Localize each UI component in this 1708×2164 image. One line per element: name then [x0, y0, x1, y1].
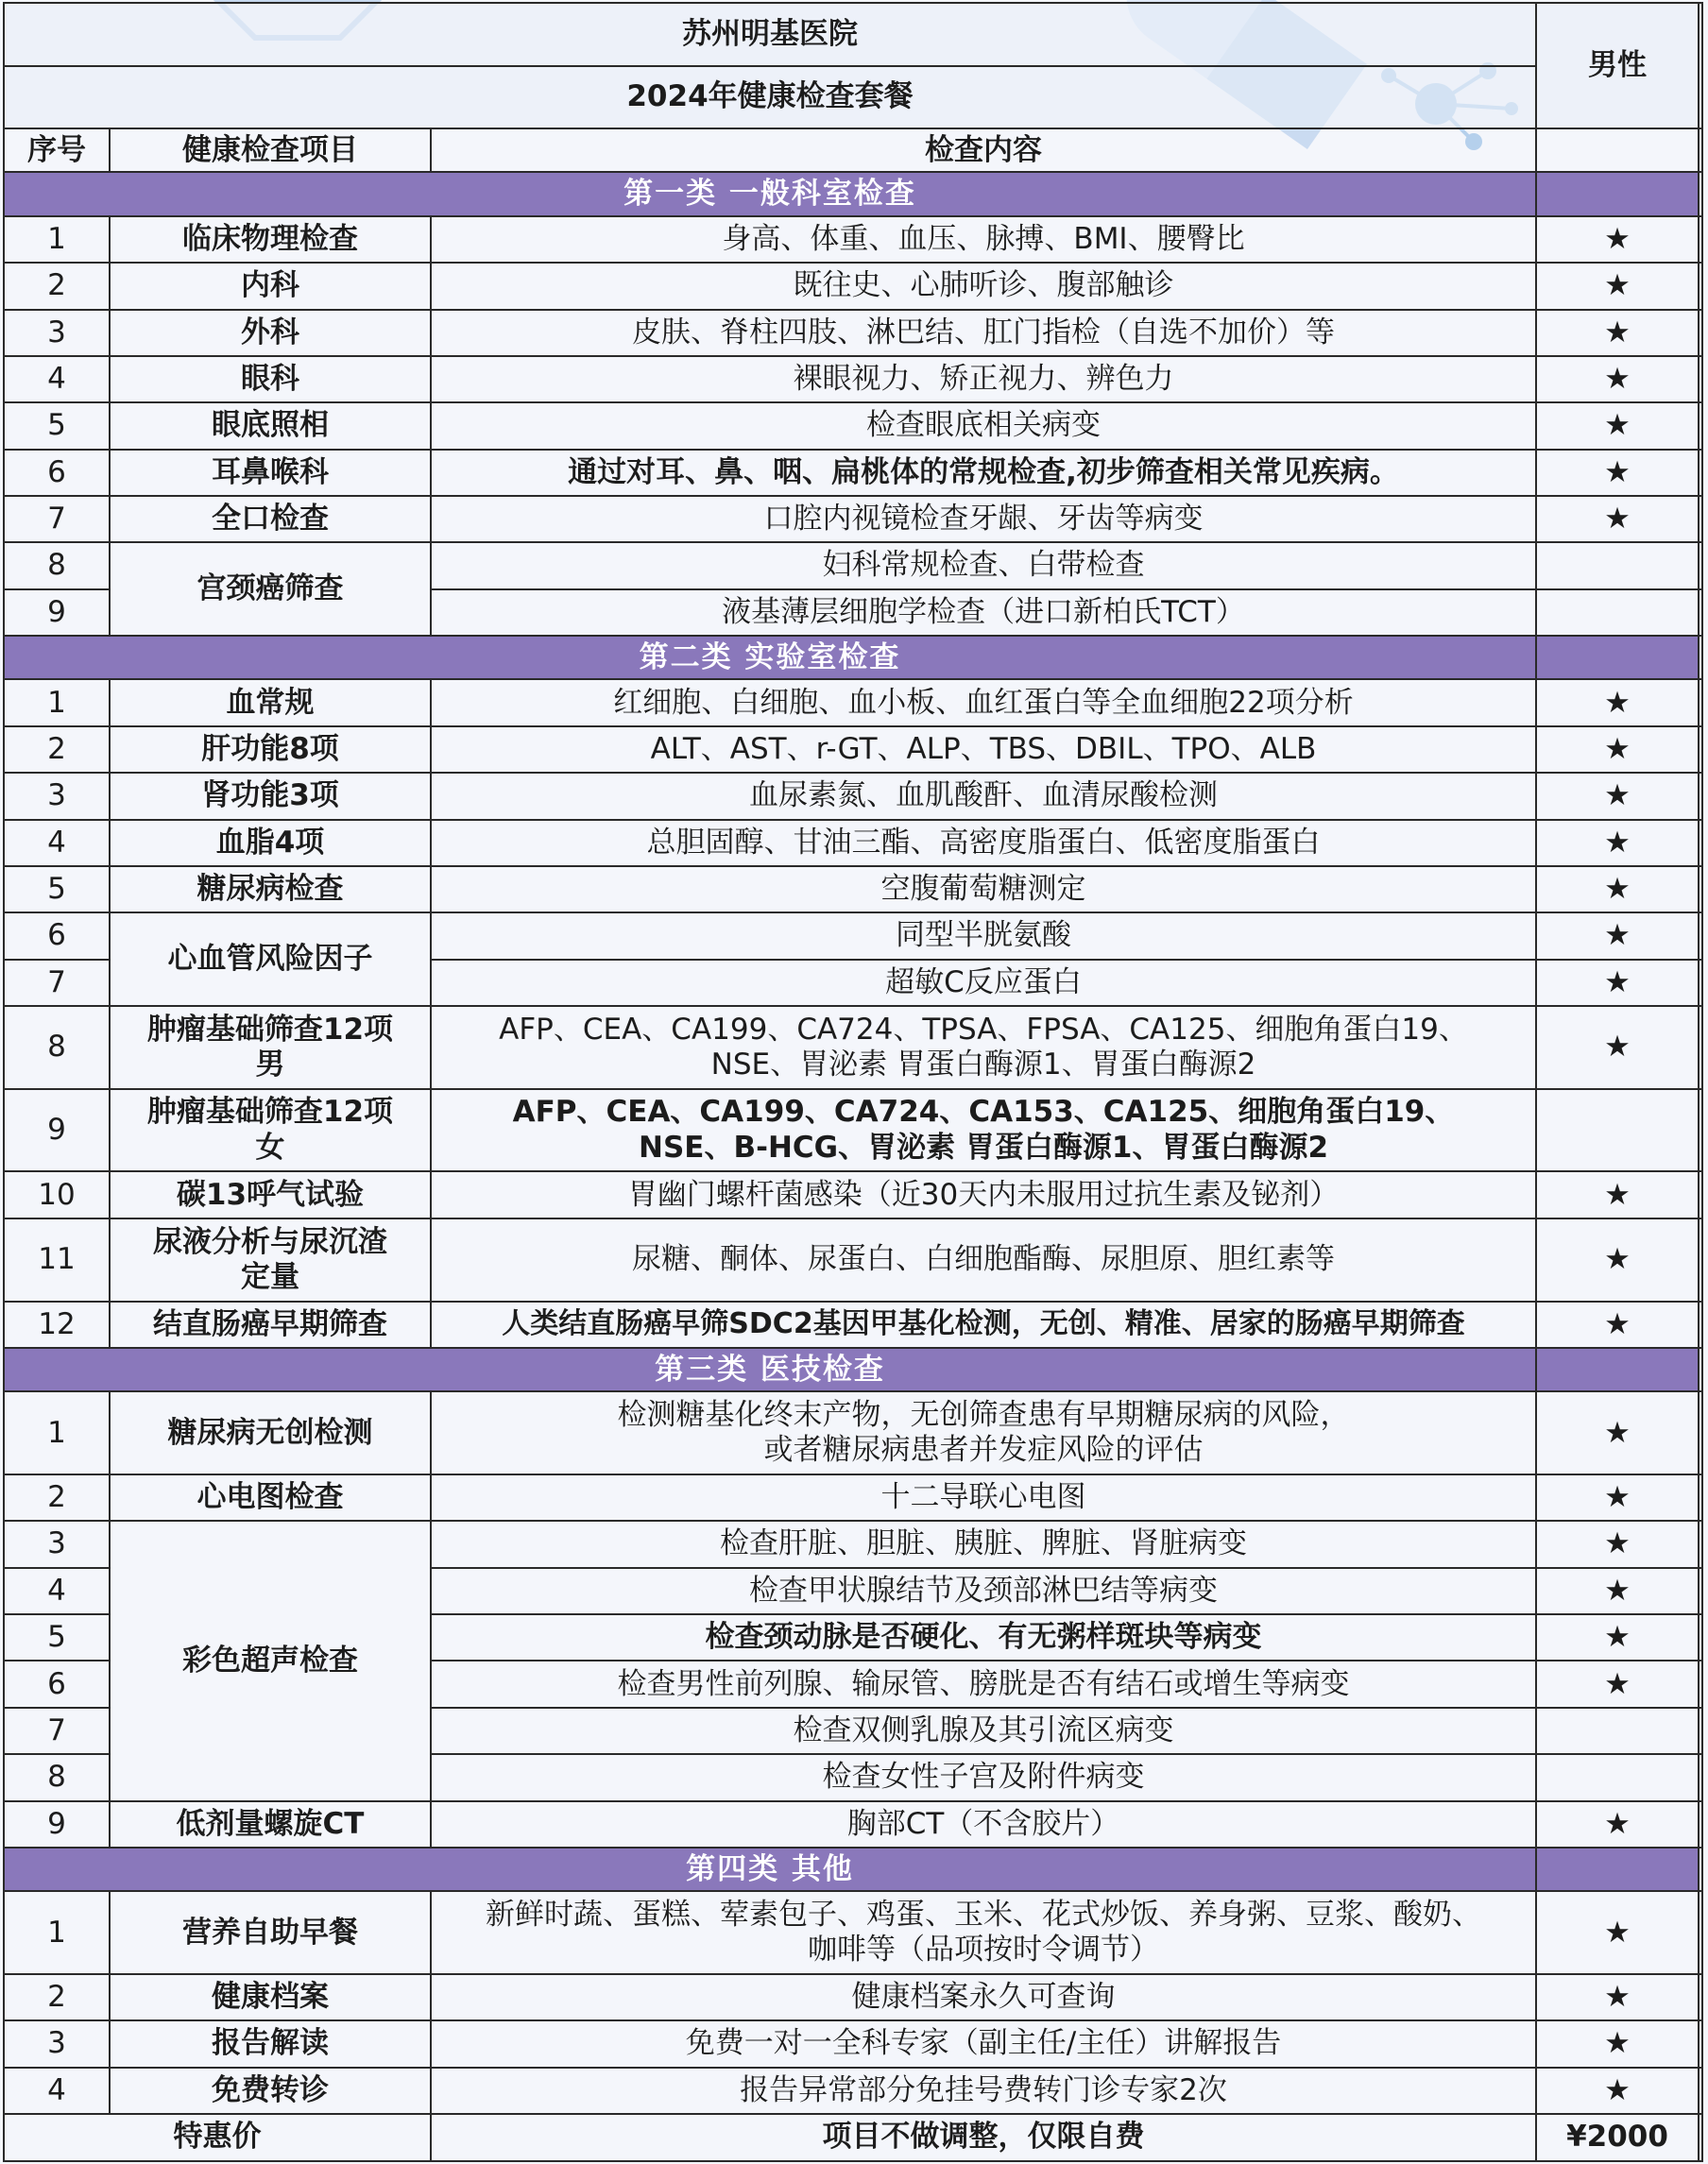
- section-header: 第二类 实验室检查: [4, 636, 1536, 679]
- row-number: 3: [4, 1521, 110, 1567]
- item-content: 检查肝脏、胆脏、胰脏、脾脏、肾脏病变: [431, 1521, 1536, 1567]
- male-star-icon: ★: [1536, 1171, 1699, 1218]
- item-content: 检查男性前列腺、输尿管、膀胱是否有结石或增生等病变: [431, 1661, 1536, 1707]
- male-star-icon: ★: [1536, 1661, 1699, 1707]
- item-name: 肝功能8项: [110, 726, 431, 773]
- edge-cell: [1699, 310, 1702, 356]
- row-number: 12: [4, 1302, 110, 1348]
- edge-cell: [1699, 912, 1702, 959]
- item-content: 空腹葡萄糖测定: [431, 866, 1536, 912]
- item-name: [110, 1218, 431, 1302]
- column-header-content: 检查内容: [431, 128, 1536, 172]
- row-number: 4: [4, 2068, 110, 2114]
- item-name: 外科: [110, 310, 431, 356]
- item-content: 十二导联心电图: [431, 1474, 1536, 1521]
- edge-cell: [1699, 216, 1702, 263]
- item-content: 总胆固醇、甘油三酯、高密度脂蛋白、低密度脂蛋白: [431, 820, 1536, 866]
- row-number: 3: [4, 310, 110, 356]
- edge-cell: [1699, 1218, 1702, 1302]
- item-content: 妇科常规检查、白带检查: [431, 542, 1536, 588]
- item-content: 报告异常部分免挂号费转门诊专家2次: [431, 2068, 1536, 2114]
- item-content: ALT、AST、r-GT、ALP、TBS、DBIL、TPO、ALB: [431, 726, 1536, 773]
- male-star-icon: ★: [1536, 1006, 1699, 1089]
- edge-cell: [1699, 356, 1702, 402]
- row-number: 4: [4, 1568, 110, 1614]
- item-name-line: 定量: [241, 1259, 299, 1294]
- item-content: 检查女性子宫及附件病变: [431, 1754, 1536, 1800]
- edge-cell: [1699, 2020, 1702, 2067]
- section-header-blank: [1536, 1348, 1699, 1391]
- edge-cell: [1699, 496, 1702, 542]
- male-star-icon: ★: [1536, 726, 1699, 773]
- content-line: 或者糖尿病患者并发症风险的评估: [763, 1433, 1204, 1468]
- row-number: 2: [4, 1974, 110, 2020]
- male-star-icon: ★: [1536, 866, 1699, 912]
- male-star-icon: ★: [1536, 1391, 1699, 1474]
- edge-cell: [1699, 402, 1702, 449]
- row-number: 9: [4, 1089, 110, 1172]
- row-number: 5: [4, 1614, 110, 1661]
- edge-cell: [1699, 128, 1702, 172]
- item-name: 眼科: [110, 356, 431, 402]
- item-name: 彩色超声检查: [110, 1521, 431, 1800]
- row-number: 3: [4, 2020, 110, 2067]
- row-number: 1: [4, 1391, 110, 1474]
- item-name: 免费转诊: [110, 2068, 431, 2114]
- item-content: 检查眼底相关病变: [431, 402, 1536, 449]
- row-number: 4: [4, 820, 110, 866]
- item-name: 健康档案: [110, 1974, 431, 2020]
- item-content: 皮肤、脊柱四肢、淋巴结、肛门指检（自选不加价）等: [431, 310, 1536, 356]
- item-content: [431, 1006, 1536, 1089]
- edge-cell: [1699, 1474, 1702, 1521]
- column-header-male: 男性: [1536, 3, 1699, 128]
- item-name: [110, 1089, 431, 1172]
- edge-cell: [1699, 450, 1702, 496]
- item-name: 耳鼻喉科: [110, 450, 431, 496]
- male-star-icon: ★: [1536, 1218, 1699, 1302]
- item-name: 血脂4项: [110, 820, 431, 866]
- column-header-blank: [1536, 128, 1699, 172]
- item-content: 既往史、心肺听诊、腹部触诊: [431, 263, 1536, 309]
- edge-cell: [1699, 679, 1702, 725]
- row-number: 9: [4, 589, 110, 636]
- column-header-item: 健康检查项目: [110, 128, 431, 172]
- row-number: 7: [4, 960, 110, 1006]
- item-name: 内科: [110, 263, 431, 309]
- row-number: 9: [4, 1801, 110, 1848]
- item-content: 身高、体重、血压、脉搏、BMI、腰臀比: [431, 216, 1536, 263]
- health-package-table: [3, 2, 1703, 2162]
- row-number: 8: [4, 1754, 110, 1800]
- male-star-icon: ★: [1536, 960, 1699, 1006]
- item-content: 尿糖、酮体、尿蛋白、白细胞酯酶、尿胆原、胆红素等: [431, 1218, 1536, 1302]
- row-number: 3: [4, 773, 110, 819]
- item-content: [431, 1891, 1536, 1974]
- item-content: 健康档案永久可查询: [431, 1974, 1536, 2020]
- item-name: 宫颈癌筛查: [110, 542, 431, 636]
- male-star-icon: ★: [1536, 216, 1699, 263]
- row-number: 2: [4, 726, 110, 773]
- edge-cell: [1699, 172, 1702, 215]
- male-empty: [1536, 1089, 1699, 1172]
- section-header: 第一类 一般科室检查: [4, 172, 1536, 215]
- content-line: NSE、胃泌素 胃蛋白酶源1、胃蛋白酶源2: [710, 1047, 1256, 1082]
- row-number: 1: [4, 216, 110, 263]
- male-empty: [1536, 1754, 1699, 1800]
- edge-cell: [1699, 1974, 1702, 2020]
- edge-cell: [1699, 1391, 1702, 1474]
- male-star-icon: ★: [1536, 450, 1699, 496]
- item-content: 检查双侧乳腺及其引流区病变: [431, 1708, 1536, 1754]
- row-number: 5: [4, 402, 110, 449]
- male-star-icon: ★: [1536, 1974, 1699, 2020]
- row-number: 4: [4, 356, 110, 402]
- edge-cell: [1699, 1754, 1702, 1800]
- content-line: AFP、CEA、CA199、CA724、CA153、CA125、细胞角蛋白19、: [512, 1095, 1455, 1130]
- content-line: AFP、CEA、CA199、CA724、TPSA、FPSA、CA125、细胞角蛋白19、: [499, 1012, 1468, 1047]
- item-content: 液基薄层细胞学检查（进口新柏氏TCT）: [431, 589, 1536, 636]
- column-header-number: 序号: [4, 128, 110, 172]
- row-number: 6: [4, 912, 110, 959]
- item-content: 检查颈动脉是否硬化、有无粥样斑块等病变: [431, 1614, 1536, 1661]
- edge-cell: [1699, 2114, 1702, 2161]
- row-number: 8: [4, 1006, 110, 1089]
- male-empty: [1536, 589, 1699, 636]
- item-name-line: 女: [255, 1130, 285, 1165]
- edge-cell: [1699, 1089, 1702, 1172]
- male-star-icon: ★: [1536, 1302, 1699, 1348]
- special-price-note: 项目不做调整，仅限自费: [431, 2114, 1536, 2161]
- item-name: 心电图检查: [110, 1474, 431, 1521]
- item-name: 糖尿病无创检测: [110, 1391, 431, 1474]
- edge-cell: [1699, 636, 1702, 679]
- edge-cell: [1699, 820, 1702, 866]
- male-star-icon: ★: [1536, 1801, 1699, 1848]
- item-name: 碳13呼气试验: [110, 1171, 431, 1218]
- package-title: 2024年健康检查套餐: [4, 66, 1536, 129]
- item-content: [431, 1089, 1536, 1172]
- edge-cell: [1699, 1521, 1702, 1567]
- item-name: 全口检查: [110, 496, 431, 542]
- row-number: 10: [4, 1171, 110, 1218]
- male-star-icon: ★: [1536, 1614, 1699, 1661]
- male-star-icon: ★: [1536, 1474, 1699, 1521]
- row-number: 7: [4, 496, 110, 542]
- row-number: 2: [4, 1474, 110, 1521]
- special-price-label: 特惠价: [4, 2114, 431, 2161]
- edge-cell: [1699, 263, 1702, 309]
- row-number: 1: [4, 1891, 110, 1974]
- item-name: 低剂量螺旋CT: [110, 1801, 431, 1848]
- section-header-blank: [1536, 636, 1699, 679]
- item-name: 糖尿病检查: [110, 866, 431, 912]
- item-name: 眼底照相: [110, 402, 431, 449]
- content-line: 咖啡等（品项按时令调节）: [808, 1933, 1159, 1968]
- item-name: 心血管风险因子: [110, 912, 431, 1006]
- item-name: 血常规: [110, 679, 431, 725]
- male-star-icon: ★: [1536, 912, 1699, 959]
- edge-cell: [1699, 866, 1702, 912]
- item-name-line: 肿瘤基础筛查12项: [146, 1012, 394, 1047]
- content-line: NSE、B-HCG、胃泌素 胃蛋白酶源1、胃蛋白酶源2: [639, 1130, 1329, 1165]
- male-star-icon: ★: [1536, 820, 1699, 866]
- male-empty: [1536, 1708, 1699, 1754]
- section-header: 第三类 医技检查: [4, 1348, 1536, 1391]
- item-content: 同型半胱氨酸: [431, 912, 1536, 959]
- row-number: 8: [4, 542, 110, 588]
- edge-cell: [1699, 960, 1702, 1006]
- item-content: 胃幽门螺杆菌感染（近30天内未服用过抗生素及铋剂）: [431, 1171, 1536, 1218]
- edge-cell: [1699, 1891, 1702, 1974]
- item-content: 血尿素氮、血肌酸酐、血清尿酸检测: [431, 773, 1536, 819]
- row-number: 11: [4, 1218, 110, 1302]
- male-empty: [1536, 542, 1699, 588]
- content-line: 检测糖基化终末产物，无创筛查患有早期糖尿病的风险，: [617, 1397, 1350, 1432]
- edge-cell: [1699, 1348, 1702, 1391]
- row-number: 2: [4, 263, 110, 309]
- section-header-blank: [1536, 1848, 1699, 1891]
- item-name: 临床物理检查: [110, 216, 431, 263]
- item-content: 胸部CT（不含胶片）: [431, 1801, 1536, 1848]
- edge-cell: [1699, 1171, 1702, 1218]
- edge-cell: [1699, 542, 1702, 588]
- item-content: 裸眼视力、矫正视力、辨色力: [431, 356, 1536, 402]
- edge-cell: [1699, 1848, 1702, 1891]
- price-value: ¥2000: [1536, 2114, 1699, 2161]
- edge-cell: [1699, 1661, 1702, 1707]
- item-name-line: 男: [255, 1047, 285, 1082]
- male-star-icon: ★: [1536, 1568, 1699, 1614]
- row-number: 6: [4, 1661, 110, 1707]
- male-star-icon: ★: [1536, 496, 1699, 542]
- edge-cell: [1699, 2068, 1702, 2114]
- edge-cell: [1699, 1614, 1702, 1661]
- male-star-icon: ★: [1536, 263, 1699, 309]
- male-star-icon: ★: [1536, 2068, 1699, 2114]
- edge-cell: [1699, 1006, 1702, 1089]
- item-name: 肾功能3项: [110, 773, 431, 819]
- edge-cell: [1699, 1708, 1702, 1754]
- item-content: 通过对耳、鼻、咽、扁桃体的常规检查,初步筛查相关常见疾病。: [431, 450, 1536, 496]
- row-number: 1: [4, 679, 110, 725]
- edge-cell: [1699, 726, 1702, 773]
- male-star-icon: ★: [1536, 402, 1699, 449]
- row-number: 6: [4, 450, 110, 496]
- edge-cell: [1699, 773, 1702, 819]
- item-name: 结直肠癌早期筛查: [110, 1302, 431, 1348]
- item-name: 营养自助早餐: [110, 1891, 431, 1974]
- male-star-icon: ★: [1536, 1521, 1699, 1567]
- item-content: 检查甲状腺结节及颈部淋巴结等病变: [431, 1568, 1536, 1614]
- item-content: 人类结直肠癌早筛SDC2基因甲基化检测，无创、精准、居家的肠癌早期筛查: [431, 1302, 1536, 1348]
- section-header-blank: [1536, 172, 1699, 215]
- male-star-icon: ★: [1536, 310, 1699, 356]
- edge-cell: [1699, 589, 1702, 636]
- edge-cell: [1699, 1568, 1702, 1614]
- row-number: 5: [4, 866, 110, 912]
- row-number: 7: [4, 1708, 110, 1754]
- item-content: [431, 1391, 1536, 1474]
- item-name: 报告解读: [110, 2020, 431, 2067]
- male-star-icon: ★: [1536, 356, 1699, 402]
- male-star-icon: ★: [1536, 679, 1699, 725]
- item-content: 免费一对一全科专家（副主任/主任）讲解报告: [431, 2020, 1536, 2067]
- male-star-icon: ★: [1536, 1891, 1699, 1974]
- content-line: 新鲜时蔬、蛋糕、荤素包子、鸡蛋、玉米、花式炒饭、养身粥、豆浆、酸奶、: [486, 1897, 1481, 1932]
- item-name: [110, 1006, 431, 1089]
- edge-cell: [1699, 1302, 1702, 1348]
- section-header: 第四类 其他: [4, 1848, 1536, 1891]
- edge-cell: [1699, 1801, 1702, 1848]
- item-name-line: 尿液分析与尿沉渣: [153, 1224, 387, 1259]
- item-content: 红细胞、白细胞、血小板、血红蛋白等全血细胞22项分析: [431, 679, 1536, 725]
- item-content: 超敏C反应蛋白: [431, 960, 1536, 1006]
- male-star-icon: ★: [1536, 773, 1699, 819]
- male-star-icon: ★: [1536, 2020, 1699, 2067]
- hospital-name: 苏州明基医院: [4, 3, 1536, 66]
- item-content: 口腔内视镜检查牙龈、牙齿等病变: [431, 496, 1536, 542]
- item-name-line: 肿瘤基础筛查12项: [146, 1095, 394, 1130]
- edge-cell: [1699, 3, 1702, 128]
